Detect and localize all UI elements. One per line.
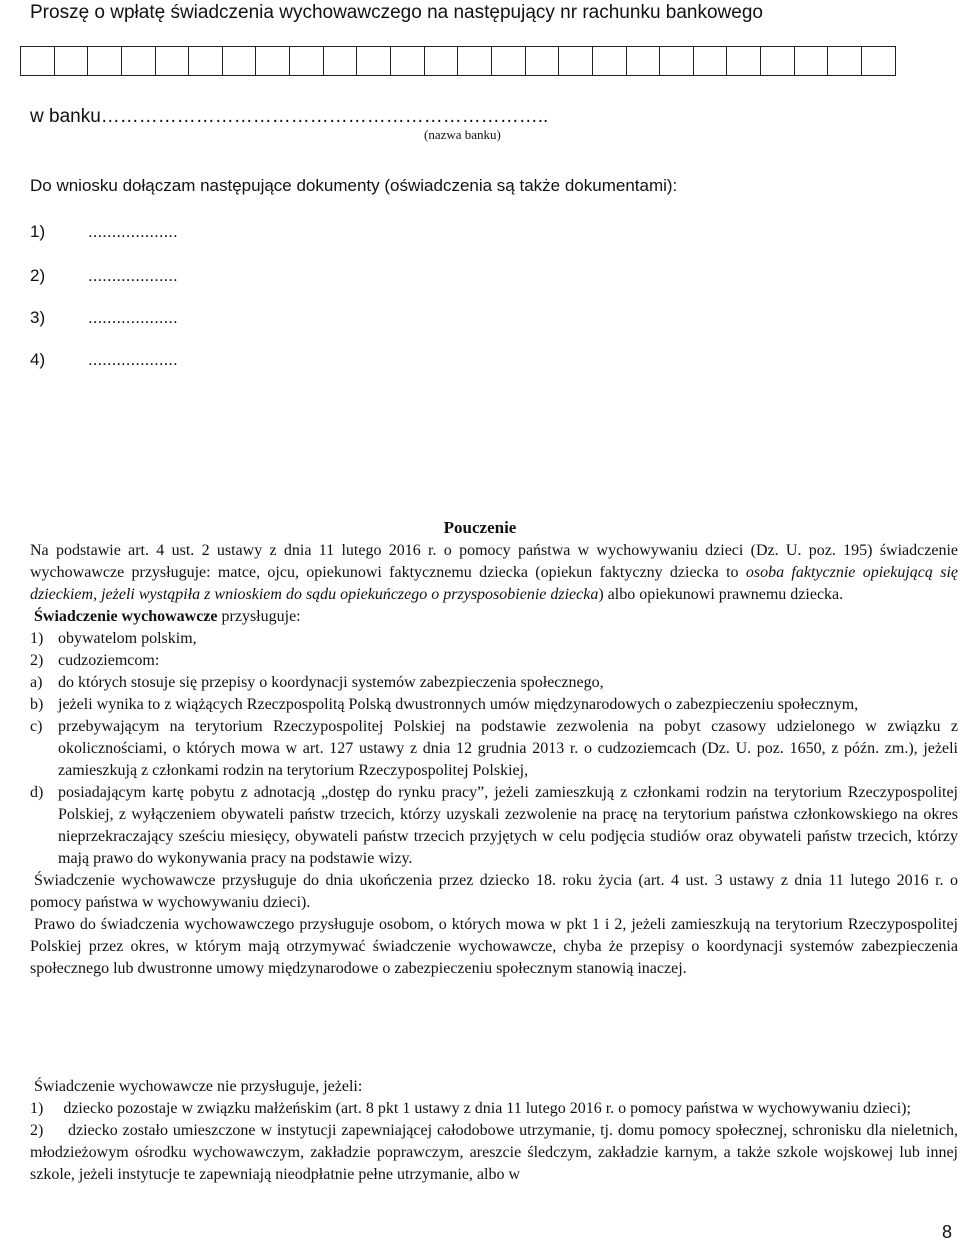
- list-item-text: obywatelom polskim,: [58, 630, 197, 647]
- list-item-text: przebywającym na terytorium Rzeczypospolitej Polskiej na podstawie zezwolenia na pobyt czasowy udzielonego w związku z okolicznościami, o których mowa w art. 127 ustawy z dnia 12 grudnia 2013 r. o cudzoziemcach (Dz. U. poz. 1650, z późn. zm.), jeżeli zamieszkują z członkami rodzin na terytorium Rzeczypospolitej Polskiej,: [58, 718, 958, 779]
- list-marker: 1): [30, 1100, 44, 1117]
- list-item: [30, 716, 958, 782]
- bank-account-number-grid: [20, 46, 896, 76]
- account-digit-cell[interactable]: [693, 47, 727, 76]
- list-item: [30, 628, 958, 650]
- account-digit-cell[interactable]: [88, 47, 122, 76]
- document-item-blank: ...................: [88, 308, 178, 327]
- account-digit-cell[interactable]: [761, 47, 795, 76]
- document-item-blank: ...................: [88, 222, 178, 241]
- document-item: [30, 350, 178, 370]
- age-limit-paragraph: Świadczenie wychowawcze przysługuje do dnia ukończenia przez dziecko 18. roku życia (art. 4 ust. 3 ustawy z dnia 11 lutego 2016 r. o pomocy państwa w wychowywaniu dzieci).: [30, 872, 958, 911]
- account-digit-cell[interactable]: [155, 47, 189, 76]
- guardian-definition: osoba faktycznie opiekującą się dzieckiem, jeżeli wystąpiła z wnioskiem do sądu opiekuńczego o przysposobienie dziecka: [30, 564, 958, 603]
- document-item-number: 4): [30, 350, 46, 369]
- bank-name-caption: (nazwa banku): [424, 127, 501, 142]
- entitled-intro-rest: przysługuje:: [217, 608, 301, 625]
- account-digit-cell[interactable]: [189, 47, 223, 76]
- not-entitled-item: [30, 1120, 958, 1186]
- account-digit-cell[interactable]: [256, 47, 290, 76]
- account-digit-cell[interactable]: [121, 47, 155, 76]
- account-digit-cell[interactable]: [794, 47, 828, 76]
- list-item-text: dziecko zostało umieszczone w instytucji zapewniającej całodobowe utrzymanie, tj. domu pomocy społecznej, schronisku dla nieletnich, młodzieżowym ośrodku wychowawczym, zakładzie poprawczym, areszcie śledczym, zakładzie karnym, a także szkole wojskowej lub innej szkole, jeżeli instytucje te zapewniają nieodpłatnie pełne utrzymanie, albo w: [30, 1122, 959, 1183]
- account-digit-cell[interactable]: [660, 47, 694, 76]
- document-item-blank: ...................: [88, 266, 178, 285]
- account-digit-cell[interactable]: [222, 47, 256, 76]
- not-entitled-intro: Świadczenie wychowawcze nie przysługuje, jeżeli:: [34, 1078, 363, 1095]
- entitlement-text: Na podstawie art. 4 ust. 2 ustawy z dnia 11 lutego 2016 r. o pomocy państwa w wychowywaniu dzieci (Dz. U. poz. 195) świadczenie wychowawcze przysługuje: matce, ojcu, opiekunowi faktycznemu dziecka (opiekun faktyczny dziecka to: [30, 542, 958, 581]
- account-digit-cell[interactable]: [491, 47, 525, 76]
- account-digit-cell[interactable]: [391, 47, 425, 76]
- list-marker: 2): [30, 1122, 44, 1139]
- account-digit-cell[interactable]: [357, 47, 391, 76]
- list-marker: c): [30, 718, 43, 735]
- account-digit-cell[interactable]: [862, 47, 896, 76]
- account-digit-cell[interactable]: [458, 47, 492, 76]
- list-marker: 1): [30, 630, 44, 647]
- account-digit-cell[interactable]: [323, 47, 357, 76]
- list-item-text: do których stosuje się przepisy o koordynacji systemów zabezpieczenia społecznego,: [58, 674, 604, 691]
- account-digit-cell[interactable]: [559, 47, 593, 76]
- account-digit-cell[interactable]: [424, 47, 458, 76]
- account-digit-cell[interactable]: [290, 47, 324, 76]
- list-marker: d): [30, 784, 44, 801]
- account-cells-row: [21, 47, 896, 76]
- list-item: [30, 782, 958, 870]
- document-item: [30, 222, 178, 242]
- document-item-number: 3): [30, 308, 46, 327]
- list-marker: a): [30, 674, 43, 691]
- account-digit-cell[interactable]: [21, 47, 55, 76]
- document-item-number: 2): [30, 266, 46, 285]
- entitled-persons-intro: [30, 606, 958, 628]
- bank-name-line: w banku……………………………………………………………..: [30, 106, 549, 127]
- page-number: 8: [941, 1222, 952, 1242]
- entitlement-paragraph: [30, 540, 958, 606]
- pouczenie-body: [30, 540, 958, 980]
- list-marker: 2): [30, 652, 44, 669]
- document-item: [30, 308, 178, 328]
- account-request-header: Proszę o wpłatę świadczenia wychowawczego na następujący nr rachunku bankowego: [30, 2, 763, 23]
- not-entitled-section: [30, 1076, 958, 1186]
- list-item-text: cudzoziemcom:: [58, 652, 160, 669]
- benefit-term: Świadczenie wychowawcze: [34, 608, 218, 625]
- list-item-text: jeżeli wynika to z wiążących Rzeczpospolitą Polską dwustronnych umów międzynarodowych o zabezpieczeniu społecznym,: [58, 696, 859, 713]
- not-entitled-item: [30, 1098, 958, 1120]
- documents-intro: Do wniosku dołączam następujące dokumenty (oświadczenia są także dokumentami):: [30, 176, 678, 195]
- document-item-number: 1): [30, 222, 46, 241]
- entitlement-text-end: ) albo opiekunowi prawnemu dziecka.: [598, 586, 844, 603]
- account-digit-cell[interactable]: [592, 47, 626, 76]
- list-marker: b): [30, 696, 44, 713]
- document-item-blank: ...................: [88, 350, 178, 369]
- account-digit-cell[interactable]: [727, 47, 761, 76]
- account-digit-cell[interactable]: [626, 47, 660, 76]
- residence-paragraph: Prawo do świadczenia wychowawczego przysługuje osobom, o których mowa w pkt 1 i 2, jeżeli zamieszkują na terytorium Rzeczypospolitej Polskiej przez okres, w którym mają otrzymywać świadczenie wychowawcze, chyba że przepisy o koordynacji systemów zabezpieczenia społecznego lub dwustronne umowy międzynarodowe o zabezpieczeniu społecznym stanowią inaczej.: [30, 916, 958, 977]
- list-item-text: dziecko pozostaje w związku małżeńskim (art. 8 pkt 1 ustawy z dnia 11 lutego 2016 r. o pomocy państwa w wychowywaniu dzieci);: [63, 1100, 911, 1117]
- account-digit-cell[interactable]: [525, 47, 559, 76]
- list-item-text: posiadającym kartę pobytu z adnotacją „dostęp do rynku pracy”, jeżeli zamieszkują z członkami rodzin na terytorium Rzeczypospolitej Polskiej, z wyłączeniem obywateli państw trzecich, którzy uzyskali zezwolenie na pracę na terytorium państwa członkowskiego na okres nieprzekraczający sześciu miesięcy, obywateli państw trzecich przyjętych w celu podjęcia studiów oraz obywateli państw trzecich, którzy mają prawo do wykonywania pracy na podstawie wizy.: [58, 784, 958, 867]
- pouczenie-heading: Pouczenie: [443, 518, 517, 537]
- document-item: [30, 266, 178, 286]
- account-digit-cell[interactable]: [54, 47, 88, 76]
- list-item: [30, 694, 958, 716]
- list-item: [30, 672, 958, 694]
- list-item: [30, 650, 958, 672]
- account-digit-cell[interactable]: [828, 47, 862, 76]
